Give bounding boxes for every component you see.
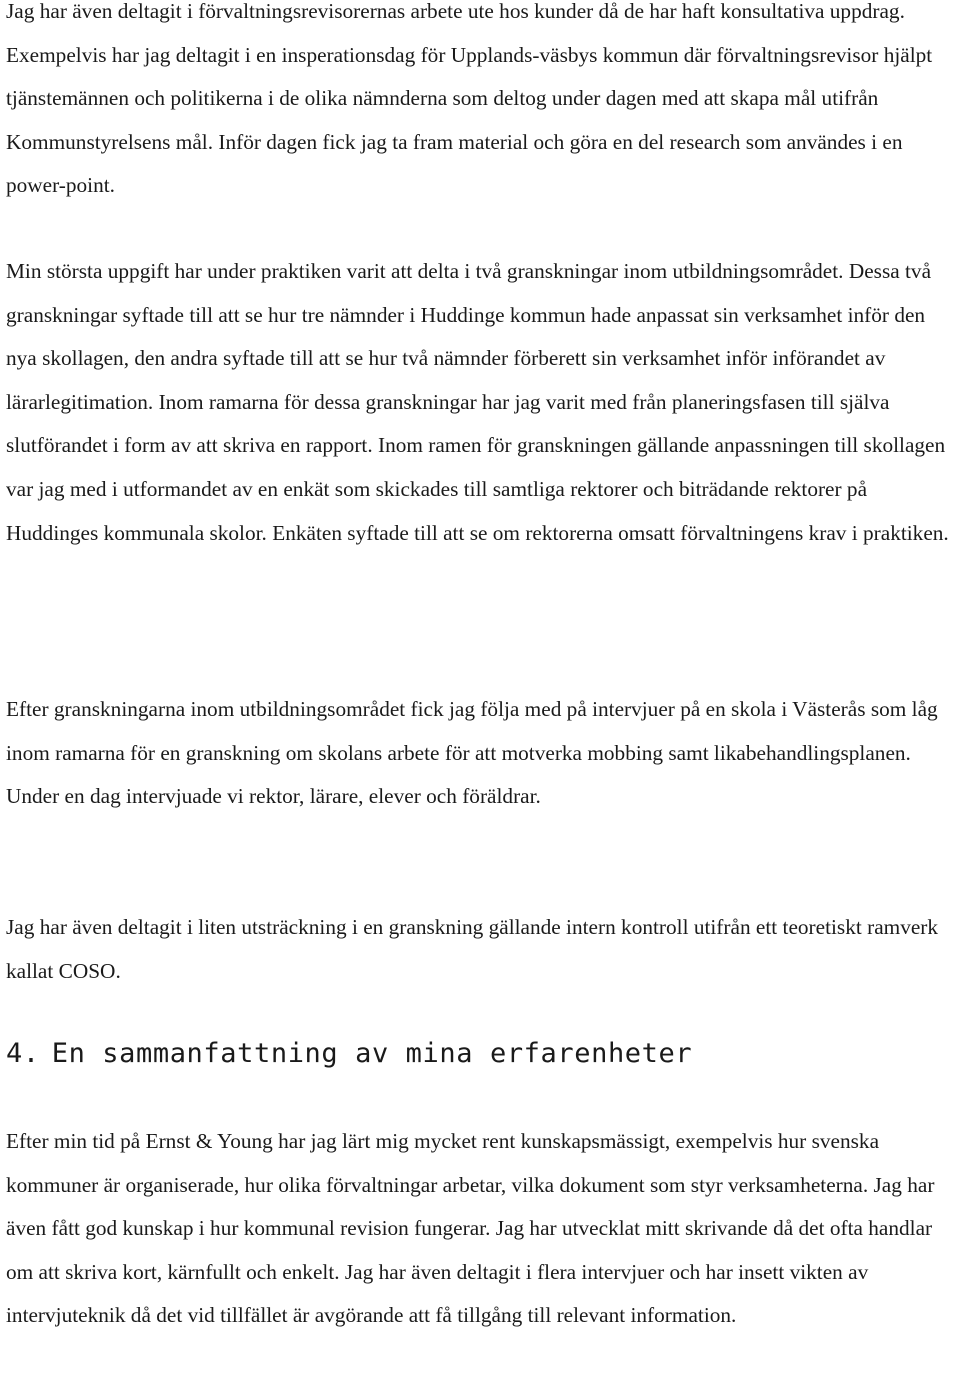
section-heading xyxy=(6,1032,692,1076)
paragraph-consultative-assignments: Jag har även deltagit i förvaltningsrevisorernas arbete ute hos kunder då de har haft konsultativa uppdrag. Exempelvis har jag deltagit i en insperationsdag för Upplands-väsbys kommun där förvaltningsrevisor hjälpt tjänstemännen och politikerna i de olika nämnderna som deltog under dagen med att skapa mål utifrån Kommunstyrelsens mål. Inför dagen fick jag ta fram material och göra en del research som användes i en power-point. xyxy=(6,0,933,198)
section-title: En sammanfattning av mina erfarenheter xyxy=(51,1038,693,1069)
paragraph-education-reviews: Min största uppgift har under praktiken varit att delta i två granskningar inom utbildningsområdet. Dessa två granskningar syftade till att se hur tre nämnder i Huddinge kommun hade anpassat sin verksamhet inför den nya skollagen, den andra syftade till att se hur två nämnder förberett sin verksamhet inför införandet av lärarlegitimation. Inom ramarna för dessa granskningar har jag varit med från planeringsfasen till själva slutförandet i form av att skriva en rapport. Inom ramen för granskningen gällande anpassningen till skollagen var jag med i utformandet av en enkät som skickades till samtliga rektorer och biträdande rektorer på Huddinges kommunala skolor. Enkäten syftade till att se om rektorerna omsatt förvaltningens krav i praktiken. xyxy=(6,259,949,545)
section-number: 4. xyxy=(6,1038,40,1069)
paragraph-coso-review: Jag har även deltagit i liten utsträckning i en granskning gällande intern kontroll utifrån ett teoretiskt ramverk kallat COSO. xyxy=(6,915,939,983)
paragraph-vasteras-interviews: Efter granskningarna inom utbildningsområdet fick jag följa med på intervjuer på en skola i Västerås som låg inom ramarna för en granskning om skolans arbete för att motverka mobbing samt likabehandlingsplanen. Under en dag intervjuade vi rektor, lärare, elever och föräldrar. xyxy=(6,697,938,809)
paragraph-summary: Efter min tid på Ernst & Young har jag lärt mig mycket rent kunskapsmässigt, exempelvis hur svenska kommuner är organiserade, hur olika förvaltningar arbetar, vilka dokument som styr verksamheterna. Jag har även fått god kunskap i hur kommunal revision fungerar. Jag har utvecklat mitt skrivande då det ofta handlar om att skriva kort, kärnfullt och enkelt. Jag har även deltagit i flera intervjuer och har insett vikten av intervjuteknik då det vid tillfället är avgörande att få tillgång till relevant information. xyxy=(6,1129,935,1328)
